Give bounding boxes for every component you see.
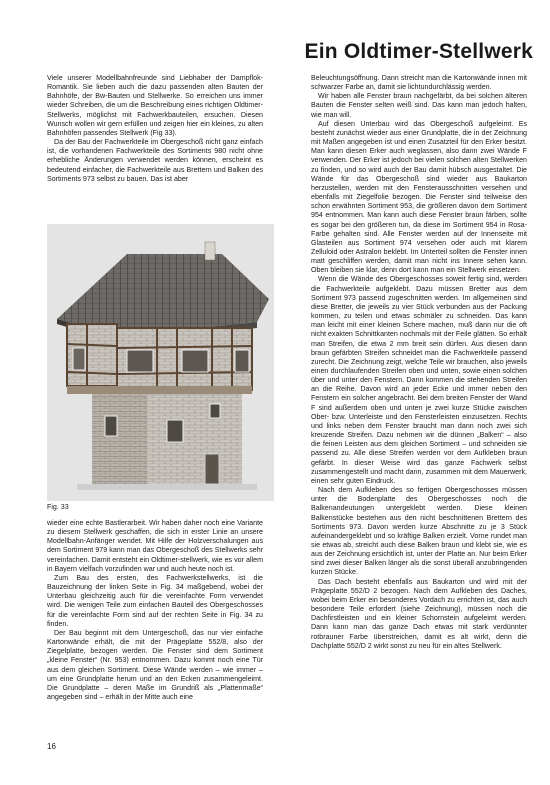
signal-box-model-image bbox=[47, 224, 274, 501]
paragraph: wieder eine echte Bastlerarbeit. Wir haben daher noch eine Variante zu diesem Stellwerk geschaffen, die sich in erster Linie an unsere Modellbahn-Anfänger wendet. Mit Hilfe der Holzverschalungen aus dem Sortiment 979 kann man das Obergeschoß des Stellwerks sehr vereinfachen. Damit entsteht ein Oldtimer-stellwerk, wie es vor allem in Bayern vielfach vorzufinden war und auch heute noch ist. bbox=[47, 519, 263, 573]
page-title: Ein Oldtimer-Stellwerk bbox=[304, 40, 533, 63]
left-column-top bbox=[47, 74, 263, 184]
page-number: 16 bbox=[47, 742, 56, 751]
left-column-bottom bbox=[47, 519, 263, 702]
paragraph: Auf diesen Unterbau wird das Obergeschoß aufgeleimt. Es besteht zunächst wieder aus einer Grundplatte, die in der Zeichnung mit Maßen angegeben ist und einen Zusatzteil für den Erker besitzt. Man kann diesen Erker auch weglassen, also dann zwei Wände F verwenden. Der Erker ist jedoch bei vielen solchen alten Stellwerken zu finden, und so wird auch der Bau damit hübsch ausgestaltet. Die Wände für das Obergeschoß sind wieder aus Baukarton herzustellen, werden mit den Fensterausschnitten versehen und ebenfalls mit Ziegelfolie bezogen. Die Fenster sind teilweise den schon erwähnten Sortiment 953, die größeren davon dem Sortiment 954 entnommen. Man kann auch diese Fenster braun färben, sollte es sogar bei den größeren tun, da diese im Sortiment 954 in Rosa-Farbe gehalten sind. Alle Fenster werden auf der Innenseite mit Glasteilen aus Sortiment 974 versehen oder auch mit klarem Zelluloid oder Astralon beklebt. Im Unterteil sollten die Fenster innen matt geschliffen werden, damit man nicht ins Innere sehen kann. Oben bleiben sie klar, denn dort kann man ein Stellwerk einsetzen. bbox=[311, 119, 527, 275]
paragraph: Das Dach besteht ebenfalls aus Baukarton und wird mit der Prägeplatte 552/D 2 bezogen. Nach dem Aufkleben des Daches, wobei beim Erker ein besonderes Vordach zu errichten ist, das auch besondere Teile erfordert (siehe Zeichnung), müssen noch die Dachfirstleisten und ein kleiner Schornstein aufgeleimt werden. Dann kann man das ganze Dach etwas mit stark verdünnter rotbrauner Farbe überstreichen, damit es alt wirkt, denn die Dachplatte 552/D 2 wirkt sonst zu neu für ein altes Stellwerk. bbox=[311, 577, 527, 650]
signal-box-photo bbox=[47, 224, 274, 501]
right-column bbox=[311, 74, 527, 651]
paragraph: Zum Bau des ersten, des Fachwerkstellwerks, ist die Bauzeichnung der linken Seite in Fig. 34 maßgebend, wobei der Unterbau gleichzeitig auch für die vereinfachte Form verwendet wird. Die wenigen Teile zum einfachen Bauteil des Obergeschosses für die vereinfachte Form sind auf der rechten Seite in Fig. 34 zu finden. bbox=[47, 573, 263, 628]
paragraph: Nach dem Aufkleben des so fertigen Obergeschosses müssen unter die Bodenplatte des Obergeschosses noch die Balkenandeutungen untergeklebt werden. Diese kleinen Balkenstücke bestehen aus den nicht beschnittenen Brettern des Sortiments 973. Davon werden kurze Abschnitte zu je 3 Stück aufeinandergeklebt und so kräftige Balken erzielt. Vorne rundet man sie etwas ab, streicht auch diese Balken braun und klebt sie, wie es aus der Zeichnung ersichtlich ist, unter der Platte an. Nur beim Erker sind zwei dieser Balken länger als die sonst überall anzubringenden kurzen Stücke. bbox=[311, 486, 527, 577]
paragraph: Beleuchtungsöffnung. Dann streicht man die Kartonwände innen mit schwarzer Farbe an, damit sie lichtundurchlässig werden. bbox=[311, 74, 527, 92]
paragraph: Wenn die Wände des Obergeschosses soweit fertig sind, werden die Fachwerkteile aufgeklebt. Dazu müssen Bretter aus dem Sortiment 973 passend zugeschnitten werden. Im allgemeinen sind diese Bretter, die jeweils zu vier Stück verbunden aus der Packung kommen, zu teilen und etwas schmäler zu schneiden. Das kann man leicht mit einer kleinen Schere machen, muß dann nur die oft nicht exakten Schnittkanten nochmals mit der Feile glätten. So erhält man Streifen, die etwa 2 mm breit sein dürfen. Aus diesen dann braun gefärbten Streifen schneidet man die Fachwerkteile passend zurecht. Die Zeichnung zeigt, welche Teile wir brauchen, also jeweils einen durchlaufenden Streifen oben und unten, sowie einen solchen über und unter den Fenstern. Dann kommen die stehenden Streifen an die Reihe. Davon wird an jeder Ecke und immer neben den Fenstern ein solcher angebracht. Bei dem breiten Fenster der Wand F sind außerdem oben und unten je zwei kurze Stücke zwischen Ober- bzw. Unterleiste und den Fensterleisten einzusetzen. Rechts und links neben dem Fenster braucht man dann noch zwei sich kreuzende Streifen. Dazu nehmen wir die dünnen „Balken“ – also die feinen Leisten aus dem gleichen Sortiment – und schneiden sie passend zu. Alle diese Streifen werden vor dem Aufkleben braun gefärbt. In dieser Weise wird das ganze Fachwerk selbst zusammengestellt und macht dann, zusammen mit dem Mauerwerk, einen sehr guten Eindruck. bbox=[311, 275, 527, 485]
figure-caption: Fig. 33 bbox=[47, 503, 69, 511]
paragraph: Wir haben alle Fenster braun nachgefärbt, da bei solchen älteren Bauten die Fenster selten weiß sind. Das kann man jedoch halten, wie man will. bbox=[311, 92, 527, 119]
paragraph: Viele unserer Modellbahnfreunde sind Liebhaber der Dampflok-Romantik. Sie lieben auch die dazu passenden alten Bauten der Bahnhöfe, der Bw-Bauten und Stellwerke. So erreichen uns immer wieder Schreiben, die um die Beschreibung eines richtigen Oldtimer-Stellwerks, möglichst mit Fachwerkbauteilen, ersuchen. Diesen Wunsch wollen wir gern erfüllen und zeigen hier ein kleines, zu alten Bahnhöfen passendes Stellwerk (Fig 33). bbox=[47, 74, 263, 137]
paragraph: Da der Bau der Fachwerkteile im Obergeschoß nicht ganz einfach ist, die vorhandenen Fachwerkteile des Sortiments 980 nicht ohne erhebliche Änderungen verwendet werden können, erscheint es bedeutend einfacher, die Fachwerkteile aus Brettern und Balken des Sortiments 973 selbst zu bauen. Das ist aber bbox=[47, 138, 263, 183]
paragraph: Der Bau beginnt mit dem Untergeschoß, das nur vier einfache Kartonwände erhält, die mit der Prägeplatte 552/8, also der Ziegelplatte, bezogen werden. Die Fenster sind dem Sortiment „kleine Fenster“ (Nr. 953) entnommen. Dazu kommt noch eine Tür aus dem gleichen Sortiment. Diese Wände werden – wie immer – um eine Grundplatte herum und an den Ecken zusammengeleimt. Die Grundplatte – deren Maße im Grundriß als „Plattenmaße“ angegeben sind – erhält in der Mitte auch eine bbox=[47, 628, 263, 701]
